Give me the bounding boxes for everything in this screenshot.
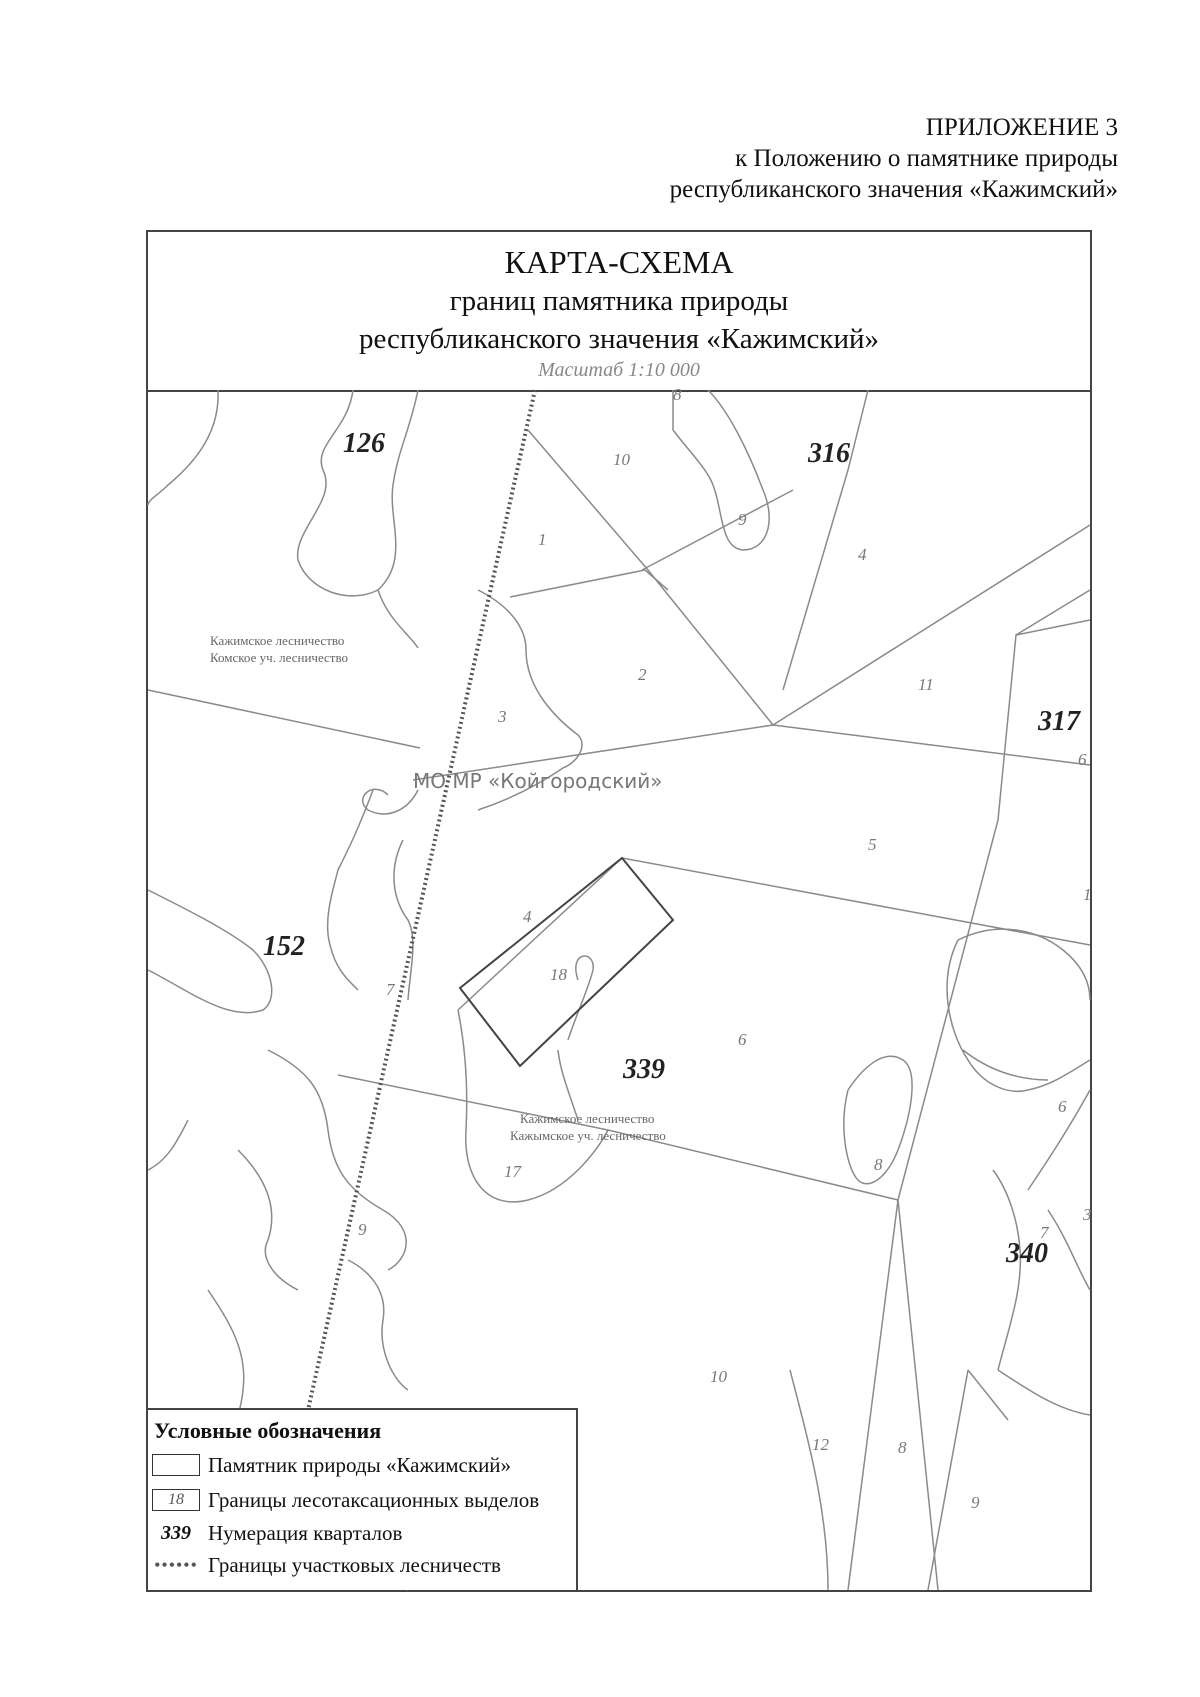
- vydel-number: 11: [918, 675, 934, 694]
- appendix-header: [670, 112, 1118, 205]
- legend-row-border: [152, 1550, 501, 1580]
- legend-title: Условные обозначения: [154, 1418, 382, 1443]
- quarter-number-152: 152: [263, 931, 305, 962]
- forestry-label-south-2: Кажымское уч. лесничество: [510, 1128, 666, 1143]
- vydel-number: 18: [550, 965, 567, 984]
- map-legend: [148, 1408, 578, 1590]
- legend-monument-label: Памятник природы «Кажимский»: [208, 1452, 512, 1477]
- kvartal-symbol: 339: [161, 1521, 191, 1544]
- map-frame: [146, 230, 1092, 1592]
- map-scale: Масштаб 1:10 000: [538, 359, 700, 381]
- vydel-number: 9: [738, 510, 747, 529]
- forestry-label-south-1: Кажимское лесничество: [520, 1111, 655, 1126]
- vydel-number: 5: [868, 835, 877, 854]
- vydel-symbol: 18: [152, 1489, 200, 1511]
- forestry-label-north-1: Кажимское лесничество: [210, 633, 345, 648]
- vydel-number: 7: [386, 980, 395, 999]
- map-subtitle-2: республиканского значения «Кажимский»: [358, 323, 880, 355]
- vydel-number: 4: [858, 545, 867, 564]
- map-subtitle-1: границ памятника природы: [449, 285, 789, 317]
- vydel-number: 1: [1083, 885, 1092, 904]
- vydel-number: 4: [523, 907, 532, 926]
- vydel-number: 1: [538, 530, 547, 549]
- quarter-number-339: 339: [623, 1054, 665, 1085]
- quarter-number-316: 316: [808, 438, 850, 469]
- forestry-label-north-2: Комское уч. лесничество: [210, 650, 349, 665]
- vydel-number: 6: [1058, 1097, 1067, 1116]
- quarter-number-317: 317: [1038, 706, 1080, 737]
- dotted-line-icon: ••••••: [154, 1554, 198, 1575]
- legend-vydel-label: Границы лесотаксационных выделов: [208, 1487, 540, 1512]
- vydel-number: 8: [673, 385, 682, 404]
- vydel-number: 10: [710, 1367, 727, 1386]
- map-title: КАРТА-СХЕМА: [504, 244, 734, 280]
- quarter-number-340: 340: [1006, 1238, 1048, 1269]
- legend-kvartal-label: Нумерация кварталов: [208, 1520, 403, 1545]
- municipality-label: МО МР «Койгородский»: [413, 769, 663, 793]
- vydel-number: 9: [358, 1220, 367, 1239]
- title-block: [148, 232, 1090, 392]
- appendix-line-1: ПРИЛОЖЕНИЕ 3: [925, 114, 1118, 141]
- appendix-line-3: республиканского значения «Кажимский»: [669, 176, 1118, 203]
- legend-row-kvartal: [152, 1518, 402, 1548]
- vydel-number: 3: [498, 707, 507, 726]
- appendix-line-2: к Положению о памятнике природы: [735, 145, 1118, 172]
- vydel-number: 8: [898, 1438, 907, 1457]
- vydel-number: 6: [738, 1030, 747, 1049]
- vydel-number: 10: [613, 450, 630, 469]
- vydel-number: 3: [1083, 1205, 1092, 1224]
- quarter-number-126: 126: [343, 428, 385, 459]
- vydel-number: 6: [1078, 750, 1087, 769]
- vydel-number: 12: [812, 1435, 829, 1454]
- monument-boundary: [460, 858, 673, 1066]
- vydel-number: 2: [638, 665, 647, 684]
- legend-row-monument: [152, 1450, 511, 1480]
- vydel-number: 9: [971, 1493, 980, 1512]
- vydel-number: 8: [874, 1155, 883, 1174]
- vydel-number: 17: [504, 1162, 521, 1181]
- legend-border-label: Границы участковых лесничеств: [208, 1552, 501, 1577]
- legend-row-vydel: [152, 1485, 539, 1515]
- vydel-number: 7: [1040, 1223, 1049, 1242]
- monument-symbol-icon: [152, 1454, 200, 1476]
